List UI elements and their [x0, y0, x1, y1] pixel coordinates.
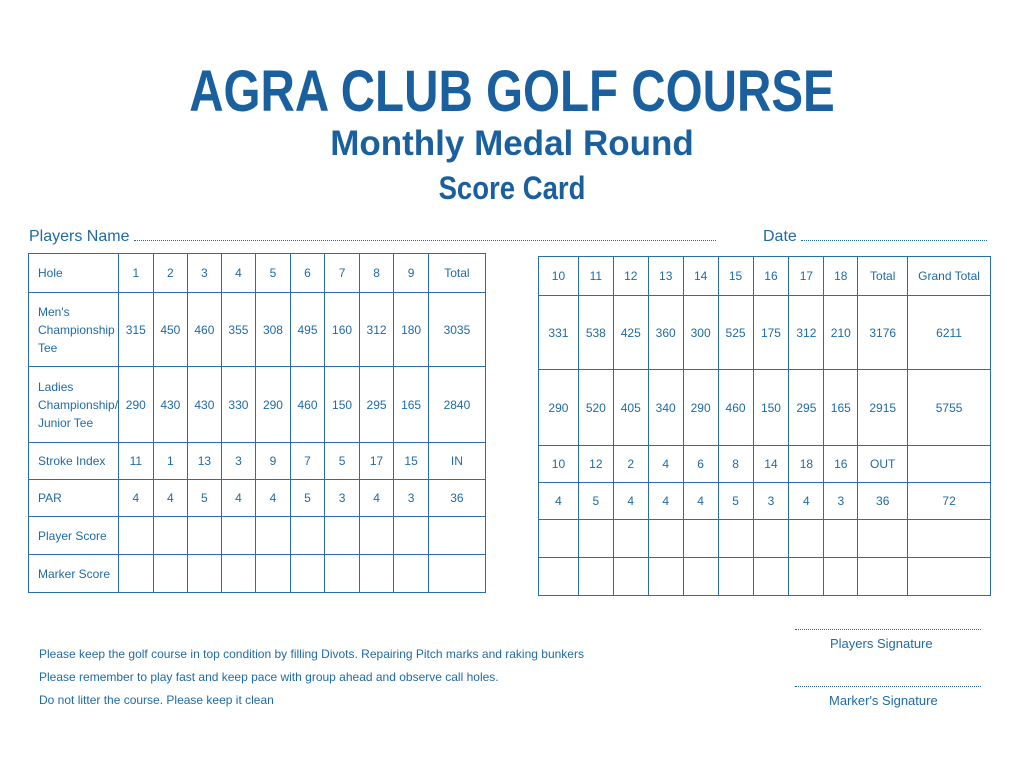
mens-yardage: 180: [394, 293, 429, 367]
ladies-grand-total: 5755: [908, 370, 991, 446]
back-mens-row: [539, 296, 991, 370]
ladies-yardage: 430: [153, 367, 188, 443]
player-score-label: Player Score: [29, 517, 119, 555]
hole-par: 3: [394, 480, 429, 517]
player-score-cell[interactable]: [789, 520, 824, 558]
mens-yardage: 538: [578, 296, 613, 370]
mens-yardage: 355: [221, 293, 256, 367]
player-score-cell[interactable]: [683, 520, 718, 558]
marker-score-total-cell[interactable]: [428, 555, 485, 593]
mens-tee-label: [29, 293, 119, 367]
note-line: Please keep the golf course in top condition by filling Divots. Repairing Pitch marks and raking bunkers: [39, 647, 584, 661]
marker-score-cell[interactable]: [359, 555, 394, 593]
player-score-cell[interactable]: [119, 517, 154, 555]
player-score-cell[interactable]: [539, 520, 579, 558]
par-grand-total: 72: [908, 483, 991, 520]
back-ladies-row: [539, 370, 991, 446]
ladies-yardage: 520: [578, 370, 613, 446]
hole-par: 3: [753, 483, 789, 520]
front-hole-number: 6: [290, 254, 325, 293]
stroke-index: 17: [359, 443, 394, 480]
grand-total-header: Grand Total: [908, 257, 991, 296]
player-score-cell[interactable]: [394, 517, 429, 555]
ladies-label-line: Championship/: [38, 397, 119, 412]
stroke-index: 1: [153, 443, 188, 480]
hole-par: 5: [188, 480, 222, 517]
player-score-cell[interactable]: [256, 517, 291, 555]
back-hole-number: 16: [753, 257, 789, 296]
stroke-index: 13: [188, 443, 222, 480]
marker-score-cell[interactable]: [753, 558, 789, 596]
stroke-index-label: Stroke Index: [29, 443, 119, 480]
mens-yardage: 525: [718, 296, 753, 370]
ladies-yardage: 430: [188, 367, 222, 443]
players-name-label: Players Name: [29, 228, 130, 245]
marker-score-cell[interactable]: [648, 558, 683, 596]
players-signature-label: Players Signature: [830, 636, 933, 651]
mens-yardage: 175: [753, 296, 789, 370]
hole-par: 3: [325, 480, 360, 517]
back-hole-number: 12: [613, 257, 648, 296]
back-hole-row: [539, 257, 991, 296]
back-hole-number: 15: [718, 257, 753, 296]
ladies-yardage: 340: [648, 370, 683, 446]
back-hole-number: 13: [648, 257, 683, 296]
hole-par: 3: [824, 483, 858, 520]
marker-score-cell[interactable]: [394, 555, 429, 593]
marker-score-cell[interactable]: [613, 558, 648, 596]
hole-par: 4: [119, 480, 154, 517]
hole-par: 4: [359, 480, 394, 517]
front-ladies-row: [29, 367, 486, 443]
front-stroke-row: [29, 443, 486, 480]
stroke-index: 15: [394, 443, 429, 480]
player-score-cell[interactable]: [753, 520, 789, 558]
mens-grand-total: 6211: [908, 296, 991, 370]
marker-score-total-cell[interactable]: [858, 558, 908, 596]
par-label: PAR: [29, 480, 119, 517]
player-score-total-cell[interactable]: [858, 520, 908, 558]
marker-signature-line[interactable]: [795, 686, 981, 687]
note-line: Please remember to play fast and keep pace with group ahead and observe call holes.: [39, 670, 499, 684]
note-line: Do not litter the course. Please keep it clean: [39, 693, 274, 707]
stroke-index: 12: [578, 446, 613, 483]
back-hole-number: 14: [683, 257, 718, 296]
player-score-cell[interactable]: [221, 517, 256, 555]
hole-par: 4: [256, 480, 291, 517]
back-hole-number: 10: [539, 257, 579, 296]
mens-yardage: 450: [153, 293, 188, 367]
hole-par: 4: [221, 480, 256, 517]
front-hole-number: 9: [394, 254, 429, 293]
mens-label-line: Championship: [38, 322, 115, 337]
players-signature-line[interactable]: [795, 629, 981, 630]
hole-par: 4: [539, 483, 579, 520]
front-par-row: [29, 480, 486, 517]
stroke-index: 14: [753, 446, 789, 483]
stroke-in-label: IN: [428, 443, 485, 480]
ladies-yardage: 295: [359, 367, 394, 443]
ladies-yardage: 290: [119, 367, 154, 443]
ladies-yardage: 460: [290, 367, 325, 443]
mens-yardage: 312: [789, 296, 824, 370]
hole-par: 5: [290, 480, 325, 517]
player-score-cell[interactable]: [325, 517, 360, 555]
players-name-line[interactable]: [134, 228, 716, 241]
mens-back-total: 3176: [858, 296, 908, 370]
player-score-cell[interactable]: [290, 517, 325, 555]
back-marker-score-row: [539, 558, 991, 596]
marker-score-cell[interactable]: [221, 555, 256, 593]
hole-par: 4: [153, 480, 188, 517]
stroke-grand-blank: [908, 446, 991, 483]
card-title: Score Card: [438, 170, 586, 206]
player-score-cell[interactable]: [824, 520, 858, 558]
player-score-grand-cell[interactable]: [908, 520, 991, 558]
marker-score-cell[interactable]: [290, 555, 325, 593]
ladies-yardage: 295: [789, 370, 824, 446]
marker-score-cell[interactable]: [824, 558, 858, 596]
marker-score-cell[interactable]: [578, 558, 613, 596]
marker-score-cell[interactable]: [188, 555, 222, 593]
mens-label-line: Men's: [38, 304, 70, 319]
ladies-yardage: 330: [221, 367, 256, 443]
marker-signature-label: Marker's Signature: [829, 693, 938, 708]
marker-score-grand-cell[interactable]: [908, 558, 991, 596]
hole-par: 4: [648, 483, 683, 520]
front-hole-number: 8: [359, 254, 394, 293]
front-hole-number: 7: [325, 254, 360, 293]
marker-score-cell[interactable]: [256, 555, 291, 593]
mens-yardage: 460: [188, 293, 222, 367]
date-field[interactable]: [763, 228, 987, 246]
player-score-cell[interactable]: [578, 520, 613, 558]
mens-front-total: 3035: [428, 293, 485, 367]
marker-score-cell[interactable]: [119, 555, 154, 593]
hole-par: 4: [789, 483, 824, 520]
stroke-index: 2: [613, 446, 648, 483]
front-total-header: Total: [428, 254, 485, 293]
marker-score-label: Marker Score: [29, 555, 119, 593]
marker-score-cell[interactable]: [789, 558, 824, 596]
ladies-tee-label: [29, 367, 119, 443]
back-nine-table: [538, 256, 991, 596]
mens-yardage: 308: [256, 293, 291, 367]
stroke-index: 18: [789, 446, 824, 483]
stroke-index: 3: [221, 443, 256, 480]
marker-score-cell[interactable]: [539, 558, 579, 596]
player-score-cell[interactable]: [359, 517, 394, 555]
stroke-out-label: OUT: [858, 446, 908, 483]
back-player-score-row: [539, 520, 991, 558]
back-hole-number: 17: [789, 257, 824, 296]
mens-label-line: Tee: [38, 340, 58, 355]
front-hole-number: 3: [188, 254, 222, 293]
ladies-yardage: 405: [613, 370, 648, 446]
front-hole-label: Hole: [29, 254, 119, 293]
front-hole-number: 5: [256, 254, 291, 293]
stroke-index: 8: [718, 446, 753, 483]
front-hole-number: 1: [119, 254, 154, 293]
event-title: Monthly Medal Round: [330, 124, 694, 163]
mens-yardage: 425: [613, 296, 648, 370]
ladies-yardage: 165: [394, 367, 429, 443]
back-stroke-row: [539, 446, 991, 483]
ladies-yardage: 290: [683, 370, 718, 446]
marker-score-cell[interactable]: [718, 558, 753, 596]
stroke-index: 5: [325, 443, 360, 480]
player-score-total-cell[interactable]: [428, 517, 485, 555]
ladies-label-line: Ladies: [38, 379, 74, 394]
marker-score-cell[interactable]: [683, 558, 718, 596]
par-front-total: 36: [428, 480, 485, 517]
date-line[interactable]: [801, 228, 987, 241]
ladies-yardage: 150: [753, 370, 789, 446]
par-back-total: 36: [858, 483, 908, 520]
player-score-cell[interactable]: [613, 520, 648, 558]
front-marker-score-row: [29, 555, 486, 593]
mens-yardage: 315: [119, 293, 154, 367]
mens-yardage: 331: [539, 296, 579, 370]
ladies-label-line: Junior Tee: [38, 415, 94, 430]
ladies-yardage: 290: [256, 367, 291, 443]
back-total-header: Total: [858, 257, 908, 296]
mens-yardage: 312: [359, 293, 394, 367]
club-title: AGRA CLUB GOLF COURSE: [189, 59, 835, 124]
player-score-cell[interactable]: [188, 517, 222, 555]
ladies-yardage: 150: [325, 367, 360, 443]
marker-score-cell[interactable]: [325, 555, 360, 593]
ladies-yardage: 290: [539, 370, 579, 446]
player-score-cell[interactable]: [153, 517, 188, 555]
stroke-index: 10: [539, 446, 579, 483]
hole-par: 5: [578, 483, 613, 520]
player-score-cell[interactable]: [648, 520, 683, 558]
players-name-field[interactable]: [29, 228, 716, 246]
stroke-index: 7: [290, 443, 325, 480]
front-mens-row: [29, 293, 486, 367]
mens-yardage: 300: [683, 296, 718, 370]
ladies-back-total: 2915: [858, 370, 908, 446]
back-hole-number: 18: [824, 257, 858, 296]
front-hole-number: 4: [221, 254, 256, 293]
front-hole-row: [29, 254, 486, 293]
stroke-index: 9: [256, 443, 291, 480]
front-player-score-row: [29, 517, 486, 555]
hole-par: 5: [718, 483, 753, 520]
stroke-index: 16: [824, 446, 858, 483]
back-par-row: [539, 483, 991, 520]
stroke-index: 6: [683, 446, 718, 483]
ladies-front-total: 2840: [428, 367, 485, 443]
front-hole-number: 2: [153, 254, 188, 293]
player-score-cell[interactable]: [718, 520, 753, 558]
ladies-yardage: 165: [824, 370, 858, 446]
stroke-index: 4: [648, 446, 683, 483]
mens-yardage: 210: [824, 296, 858, 370]
marker-score-cell[interactable]: [153, 555, 188, 593]
mens-yardage: 495: [290, 293, 325, 367]
hole-par: 4: [683, 483, 718, 520]
mens-yardage: 360: [648, 296, 683, 370]
stroke-index: 11: [119, 443, 154, 480]
back-hole-number: 11: [578, 257, 613, 296]
mens-yardage: 160: [325, 293, 360, 367]
date-label: Date: [763, 228, 797, 245]
hole-par: 4: [613, 483, 648, 520]
front-nine-table: [28, 253, 486, 593]
ladies-yardage: 460: [718, 370, 753, 446]
